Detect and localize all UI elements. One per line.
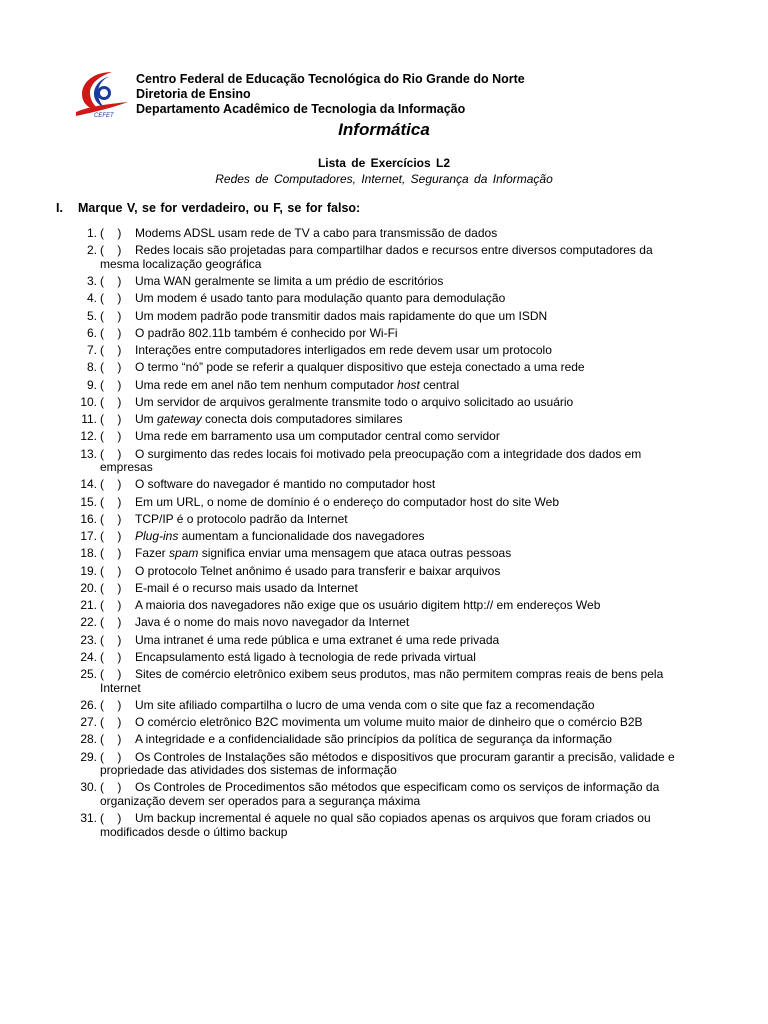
question-item [64,668,714,695]
question-item [64,430,714,444]
question-text-line: Um gateway conecta dois computadores similares [135,412,403,426]
question-text-line: Um servidor de arquivos geralmente transmite todo o arquivo solicitado ao usuário [135,394,574,409]
question-item [64,616,714,630]
question-item [64,413,714,427]
list-title: Lista de Exercícios L2 [317,156,451,170]
answer-blank[interactable]: ( ) [100,360,122,375]
question-item [64,599,714,613]
question-item [64,396,714,410]
question-text-line: Java é o nome do mais novo navegador da Internet [135,615,410,630]
question-item [64,812,714,839]
question-number: 14. [80,477,97,492]
question-number: 1. [86,226,97,240]
question-text-continuation: Internet [100,680,141,695]
question-number: 18. [80,546,97,561]
question-text-continuation: empresas [100,460,153,474]
question-text [135,699,714,713]
question-text-line: O termo “nó” pode se referir a qualquer dispositivo que esteja conectado a uma rede [135,360,585,375]
question-number: 12. [80,429,97,444]
question-number: 7. [86,343,97,357]
answer-blank[interactable]: ( ) [100,649,122,664]
question-text [135,396,714,410]
org-line: Departamento Acadêmico de Tecnologia da Informação [136,102,466,116]
answer-blank[interactable]: ( ) [100,291,122,306]
question-text [135,496,714,510]
answer-blank[interactable]: ( ) [100,546,122,561]
question-text-line: Modems ADSL usam rede de TV a cabo para transmissão de dados [135,226,498,240]
section-instruction: Marque V, se for verdadeiro, ou F, se for falso: [78,201,361,215]
question-text-line: Um modem é usado tanto para modulação quanto para demodulação [135,291,506,306]
question-number: 8. [86,360,97,375]
question-text [100,780,714,808]
question-item [64,582,714,596]
question-text-continuation: modificados desde o último backup [100,824,288,839]
question-text [135,547,714,561]
question-text [135,634,714,648]
question-text-line: O padrão 802.11b também é conhecido por Wi-Fi [135,325,398,340]
question-text [135,530,714,544]
question-number: 2. [86,243,97,258]
org-line: Diretoria de Ensino [136,87,251,101]
question-text-line: O software do navegador é mantido no computador host [135,477,436,492]
question-number: 20. [80,580,97,595]
question-text-continuation: organização devem ser operados para a segurança máxima [100,793,421,808]
answer-blank[interactable]: ( ) [100,243,122,258]
question-text-line: Redes locais são projetadas para compartilhar dados e recursos entre diversos computadores da [135,243,653,258]
question-text [135,292,714,306]
question-text-line: Uma intranet é uma rede pública e uma extranet é uma rede privada [135,632,500,647]
question-item [64,310,714,324]
question-item [64,716,714,730]
question-item [64,530,714,544]
answer-blank[interactable]: ( ) [100,343,122,357]
answer-blank[interactable]: ( ) [100,580,122,595]
question-text [135,565,714,579]
answer-blank[interactable]: ( ) [100,274,122,288]
question-text [135,716,714,730]
question-text [100,446,714,475]
question-text [135,310,714,324]
answer-blank[interactable]: ( ) [100,780,122,795]
question-text-line: Encapsulamento está ligado à tecnologia de rede privada virtual [135,649,476,664]
question-number: 10. [80,394,97,409]
question-text-line: E-mail é o recurso mais usado da Internet [135,580,358,595]
question-number: 5. [86,308,97,323]
answer-blank[interactable]: ( ) [100,511,122,526]
question-item [64,379,714,393]
question-text [135,413,714,427]
answer-blank[interactable]: ( ) [100,563,122,578]
question-text [135,599,714,613]
question-text-line: Em um URL, o nome de domínio é o endereço do computador host do site Web [135,494,560,509]
question-text-line: Os Controles de Instalações são métodos e dispositivos que procuram garantir a precisão, validade e [135,749,675,764]
question-text-continuation: propriedade das atividades dos sistemas de informação [100,763,397,777]
question-item [64,448,714,475]
answer-blank[interactable]: ( ) [100,749,122,764]
question-text-line: Uma rede em barramento usa um computador central como servidor [135,429,500,444]
question-number: 9. [86,377,97,392]
answer-blank[interactable]: ( ) [100,615,122,630]
question-item [64,513,714,527]
question-number: 16. [80,511,97,526]
question-number: 4. [86,291,97,306]
cefet-logo-icon [72,66,130,118]
question-number: 13. [80,446,97,461]
question-list [64,227,714,843]
question-item [64,292,714,306]
question-item [64,699,714,713]
answer-blank[interactable]: ( ) [100,667,122,681]
question-item [64,781,714,808]
question-number: 31. [80,811,97,825]
question-text-line: Uma WAN geralmente se limita a um prédio de escritórios [135,274,444,288]
question-text [135,361,714,375]
question-text [100,667,714,695]
question-item [64,733,714,747]
question-item [64,651,714,665]
question-item [64,478,714,492]
answer-blank[interactable]: ( ) [100,446,122,461]
document-title: Informática [338,120,430,139]
question-text-line: Fazer spam significa enviar uma mensagem que ataca outras pessoas [135,546,512,561]
question-number: 30. [80,780,97,795]
question-item [64,634,714,648]
question-number: 6. [86,325,97,340]
question-number: 26. [80,697,97,712]
question-text-continuation: mesma localização geográfica [100,256,262,271]
question-number: 19. [80,563,97,578]
question-item [64,547,714,561]
section-heading [56,201,360,216]
question-number: 25. [80,667,97,681]
question-text-line: Os Controles de Procedimentos são métodos que especificam como os serviços de informação da [135,780,660,795]
question-text [100,749,714,778]
question-number: 28. [80,732,97,747]
question-text-line: Uma rede em anel não tem nenhum computador host central [135,377,460,392]
question-number: 27. [80,715,97,729]
question-number: 24. [80,649,97,664]
question-item [64,327,714,341]
question-text [100,243,714,271]
question-text-line: Interações entre computadores interligados em rede devem usar um protocolo [135,343,552,357]
answer-blank[interactable]: ( ) [100,325,122,340]
question-item [64,244,714,271]
question-number: 21. [80,598,97,612]
answer-blank[interactable]: ( ) [100,412,122,426]
answer-blank[interactable]: ( ) [100,715,122,729]
question-text-line: A integridade e a confidencialidade são princípios da política de segurança da informação [135,732,612,747]
question-text-line: TCP/IP é o protocolo padrão da Internet [135,511,348,526]
logo-text: CEFET [94,113,114,118]
organization-block [136,72,525,117]
question-item [64,344,714,358]
question-text [135,478,714,492]
answer-blank[interactable]: ( ) [100,477,122,492]
question-text [135,733,714,747]
question-text-line: O surgimento das redes locais foi motivado pela preocupação com a integridade dos dados em [135,446,642,461]
question-text-line: Um backup incremental é aquele no qual são copiados apenas os arquivos que foram criados ou [135,811,651,825]
question-number: 29. [80,749,97,764]
question-text [135,582,714,596]
question-number: 22. [80,615,97,630]
question-text [135,275,714,289]
section-number: I. [56,201,63,215]
answer-blank[interactable]: ( ) [100,377,122,392]
question-item [64,751,714,778]
answer-blank[interactable]: ( ) [100,226,122,240]
question-number: 15. [80,494,97,509]
answer-blank[interactable]: ( ) [100,732,122,747]
answer-blank[interactable]: ( ) [100,529,122,543]
question-text [135,379,714,393]
question-text [135,430,714,444]
question-item [64,565,714,579]
question-text-line: Plug-ins aumentam a funcionalidade dos navegadores [135,529,425,543]
question-item [64,275,714,289]
org-line: Centro Federal de Educação Tecnológica do Rio Grande do Norte [136,72,525,86]
question-text [135,616,714,630]
question-text-line: Um site afiliado compartilha o lucro de uma venda com o site que faz a recomendação [135,697,595,712]
answer-blank[interactable]: ( ) [100,494,122,509]
answer-blank[interactable]: ( ) [100,394,122,409]
question-text-line: Um modem padrão pode transmitir dados mais rapidamente do que um ISDN [135,308,548,323]
question-number: 23. [80,632,97,647]
question-text-line: A maioria dos navegadores não exige que os usuário digitem http:// em endereços Web [135,598,601,612]
answer-blank[interactable]: ( ) [100,308,122,323]
question-number: 3. [86,274,97,288]
question-text-line: O comércio eletrônico B2C movimenta um volume muito maior de dinheiro que o comércio B2B [135,715,643,729]
answer-blank[interactable]: ( ) [100,598,122,612]
question-text [100,811,714,839]
answer-blank[interactable]: ( ) [100,632,122,647]
question-text-line: Sites de comércio eletrônico exibem seus produtos, mas não permitem compras reais de bens pela [135,667,664,681]
list-subtitle: Redes de Computadores, Internet, Segurança da Informação [215,172,553,186]
question-item [64,361,714,375]
question-item [64,227,714,241]
question-text [135,344,714,358]
question-text-line: O protocolo Telnet anônimo é usado para transferir e baixar arquivos [135,563,501,578]
question-number: 17. [80,529,97,543]
question-item [64,496,714,510]
answer-blank[interactable]: ( ) [100,697,122,712]
answer-blank[interactable]: ( ) [100,429,122,444]
answer-blank[interactable]: ( ) [100,811,122,825]
question-text [135,651,714,665]
question-text [135,513,714,527]
question-text [135,227,714,241]
question-text [135,327,714,341]
question-number: 11. [81,412,97,426]
